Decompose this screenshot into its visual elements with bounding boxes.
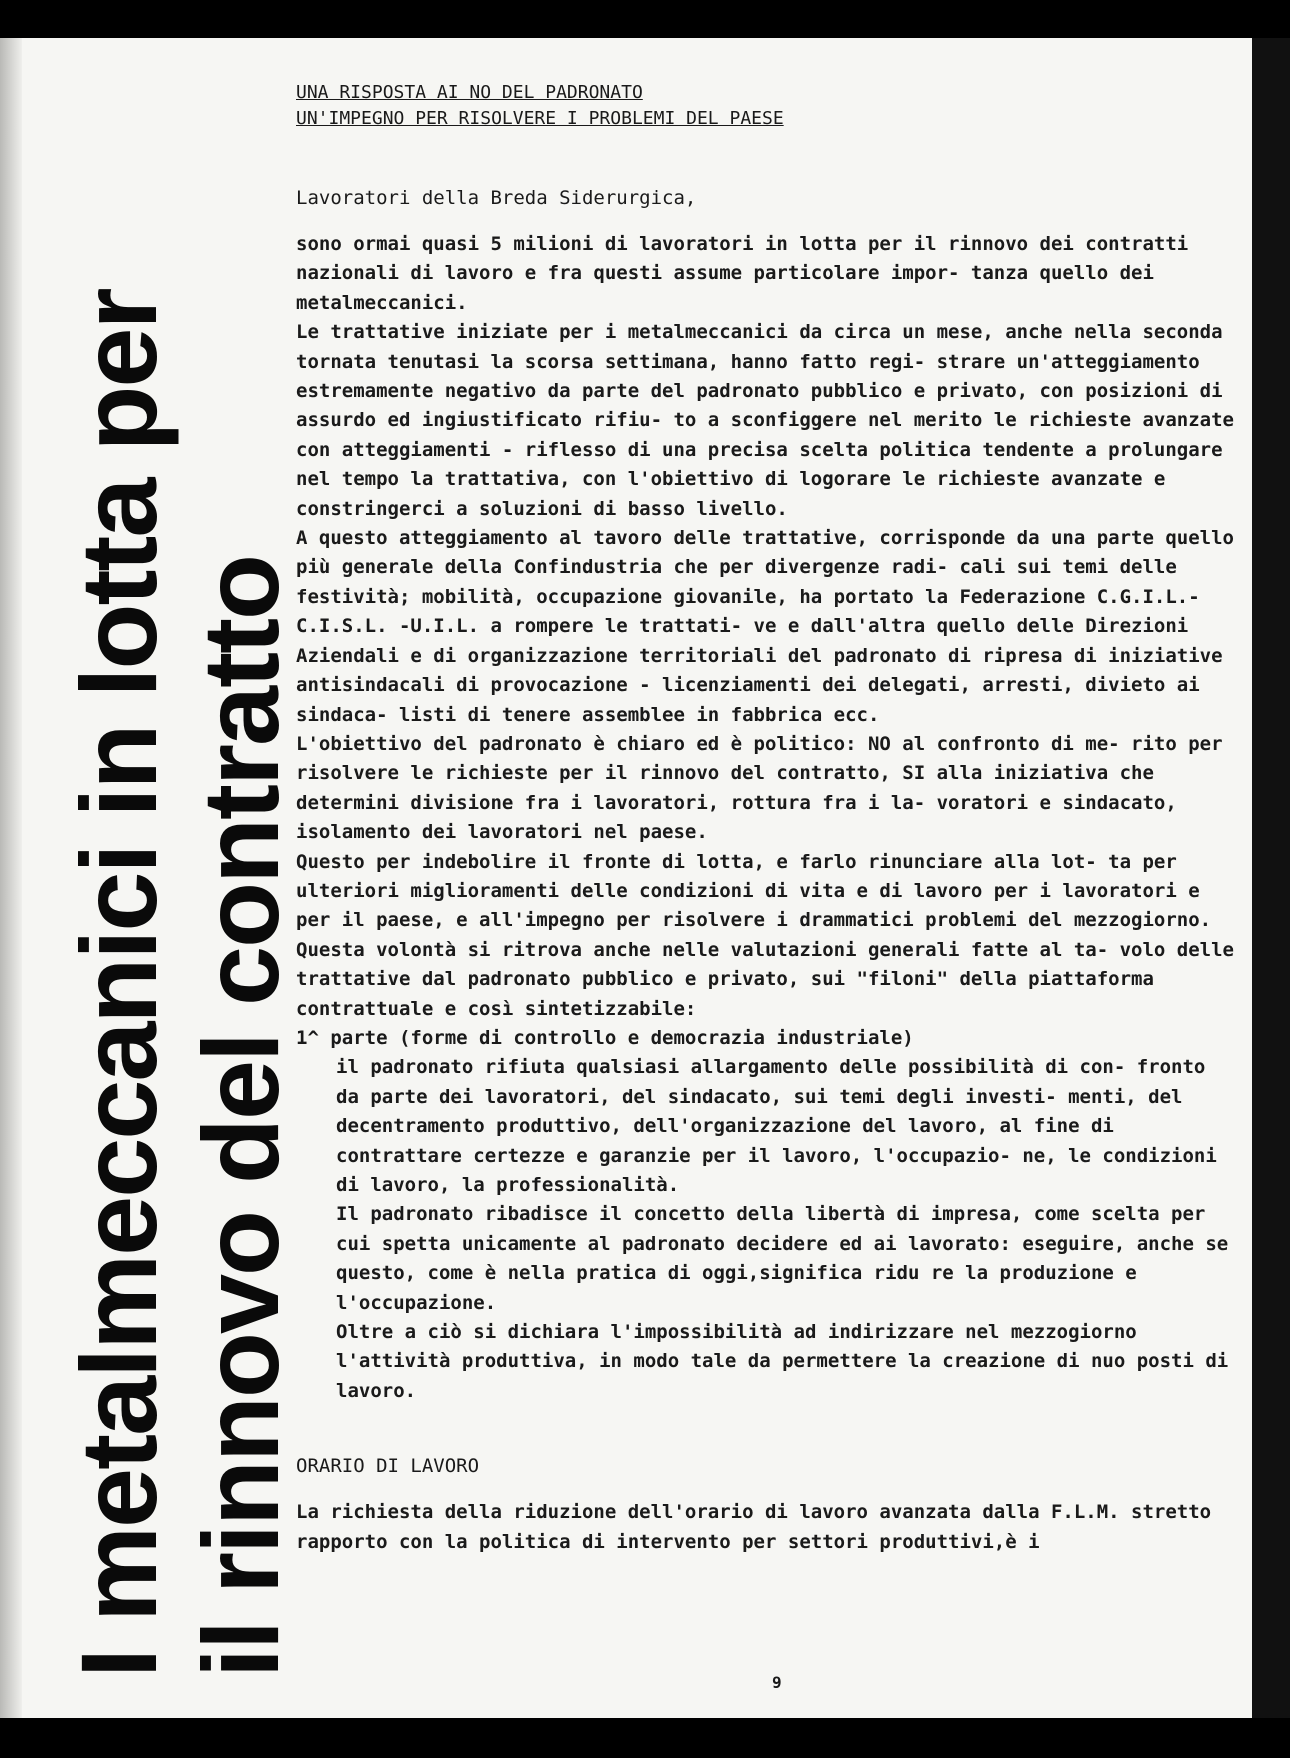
paragraph: 1^ parte (forme di controllo e democrazia industriale) xyxy=(296,1026,914,1049)
header-line-2: UN'IMPEGNO PER RISOLVERE I PROBLEMI DEL PAESE xyxy=(296,108,784,129)
indented-paragraph: Il padronato ribadisce il concetto della libertà di impresa, come scelta per cui spetta unicamente al padronato decidere ed ai lavorato: eseguire, anche se questo, come è nella pratica di oggi,significa ridu re la produzione e l'occupazione. xyxy=(336,1203,1240,1314)
page-number: 9 xyxy=(772,1673,782,1692)
section-text: La richiesta della riduzione dell'orario di lavoro avanzata dalla F.L.M. stretto rapporto con la politica di intervento per settori produttivi,è i xyxy=(296,1501,1212,1553)
paragraph: Questo per indebolire il fronte di lotta, e farlo rinunciare alla lot- ta per ulteriori miglioramenti delle condizioni di vita e di lavoro per i lavoratori e per il paese, e all'impegno per risolvere i drammatici problemi del mezzogiorno. xyxy=(296,850,1212,932)
headline-line-1: I metalmeccanici in lotta per xyxy=(58,289,179,1678)
paragraph: L'obiettivo del padronato è chiaro ed è politico: NO al confronto di me- rito per risolvere le richieste per il rinnovo del contratto, SI alla iniziativa che determini divisione fra i lavoratori, rottura fra i la- voratori e sindacato, isolamento dei lavoratori nel paese. xyxy=(296,732,1235,844)
page-edge-shadow xyxy=(0,38,22,1718)
vertical-headline xyxy=(58,138,302,1678)
document-page xyxy=(0,38,1252,1718)
salutation: Lavoratori della Breda Siderurgica, xyxy=(296,187,697,209)
paragraph: sono ormai quasi 5 milioni di lavoratori in lotta per il rinnovo dei contratti nazionali di lavoro e fra questi assume particolare impor- tanza quello dei metalmeccanici. xyxy=(296,233,1200,314)
headline-line-2: il rinnovo del contratto xyxy=(180,555,301,1678)
indented-paragraph: Oltre a ciò si dichiara l'impossibilità ad indirizzare nel mezzogiorno l'attività produttiva, in modo tale da permettere la creazione di nuo posti di lavoro. xyxy=(336,1321,1240,1402)
section-title: ORARIO DI LAVORO xyxy=(296,1455,480,1478)
paragraph: Le trattative iniziate per i metalmeccanici da circa un mese, anche nella seconda tornata tenutasi la scorsa settimana, hanno fatto regi- strare un'atteggiamento estremamente negativo da parte del padronato pubblico e privato, con posizioni di assurdo ed ingiustificato rifiu- to a sconfiggere nel merito le richieste avanzate con atteggiamenti - riflesso di una precisa scelta politica tendente a prolungare nel tempo la trattativa, con l'obiettivo di logorare le richieste avanzate e constringerci a soluzioni di basso livello. xyxy=(296,321,1246,520)
scan-border xyxy=(1252,38,1290,1718)
body-text xyxy=(296,230,1246,1406)
paragraph: Questa volontà si ritrova anche nelle valutazioni generali fatte al ta- volo delle trattative dal padronato pubblico e privato, sui "filoni" della piattaforma contrattuale e così sintetizzabile: xyxy=(296,938,1246,1020)
header-line-1: UNA RISPOSTA AI NO DEL PADRONATO xyxy=(296,82,643,103)
article-body xyxy=(296,80,1246,1557)
indented-paragraph: il padronato rifiuta qualsiasi allargamento delle possibilità di con- fronto da parte dei lavoratori, del sindacato, sui temi degli investi- menti, del decentramento produttivo, dell'organizzazione del lavoro, al fine di contrattare certezze e garanzie per il lavoro, l'occupazio- ne, le condizioni di lavoro, la professionalità. xyxy=(336,1056,1229,1196)
paragraph: A questo atteggiamento al tavoro delle trattative, corrisponde da una parte quello più generale della Confindustria che per divergenze radi- cali sui temi delle festività; mobilità, occupazione giovanile, ha portato la Federazione C.G.I.L.-C.I.S.L. -U.I.L. a rompere le trattati- ve e dall'altra quello delle Direzioni Aziendali e di organizzazione territoriali del padronato di ripresa di iniziative antisindacali di provocazione - licenziamenti dei delegati, arresti, divieto ai sindaca- listi di tenere assemblee in fabbrica ecc. xyxy=(296,527,1246,726)
